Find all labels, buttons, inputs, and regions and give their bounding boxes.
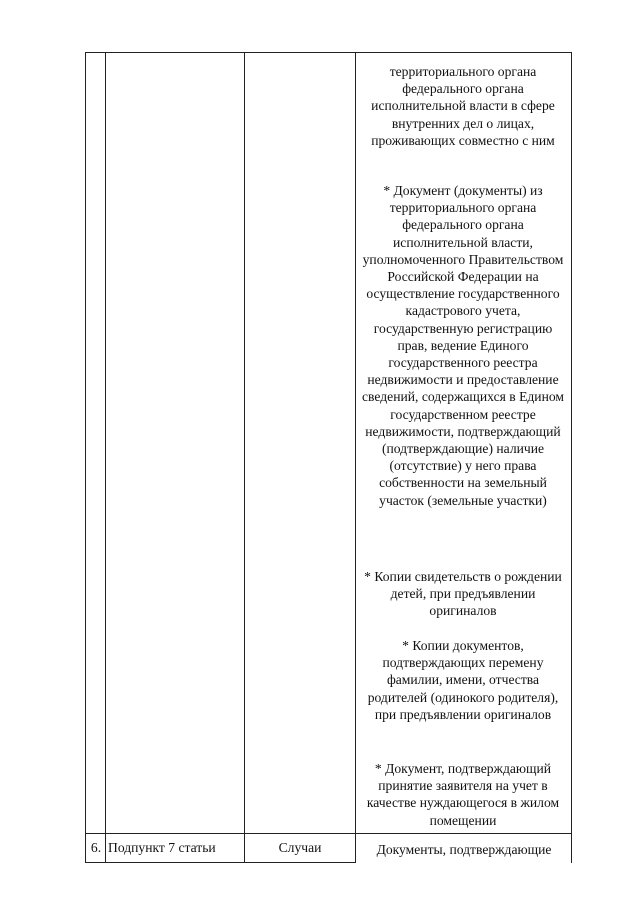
column-border-3	[355, 52, 356, 863]
table-bottom-border	[85, 862, 356, 863]
doc-paragraph-property-registry: * Документ (документы) из территориального органа федерального органа исполнительной власти, уполномоченного Правительством Российской Федерации на осуществление государственного кадастрового учета, государственную регистрацию прав, ведение Единого государственного реестра недвижимости и предоставление сведений, содержащихся в Едином государственном реестре недвижимости, подтверждающий (подтверждающие) наличие (отсутствие) у него права собственности на земельный участок (земельные участки)	[362, 183, 564, 508]
column-border-right	[571, 52, 572, 863]
row6-basis: Подпункт 7 статьи	[108, 840, 216, 855]
row6-documents: Документы, подтверждающие	[376, 842, 552, 857]
row6-number: 6.	[90, 840, 102, 855]
doc-paragraph-housing-queue: * Документ, подтверждающий принятие заявителя на учет в качестве нуждающегося в жилом помещении	[366, 761, 560, 828]
column-border-left	[85, 52, 86, 863]
row-divider	[85, 833, 572, 834]
row6-cases: Случаи	[278, 840, 322, 855]
column-border-2	[244, 52, 245, 863]
doc-paragraph-name-change: * Копии документов, подтверждающих перемену фамилии, имени, отчества родителей (одинокого родителя), при предъявлении оригиналов	[367, 638, 559, 722]
table-top-border	[85, 52, 572, 53]
column-border-1	[105, 52, 106, 863]
doc-paragraph-residents: территориального органа федерального органа исполнительной власти в сфере внутренних дел о лицах, проживающих совместно с ним	[371, 64, 555, 148]
doc-paragraph-birth-certificates: * Копии свидетельств о рождении детей, при предъявлении оригиналов	[364, 569, 562, 619]
